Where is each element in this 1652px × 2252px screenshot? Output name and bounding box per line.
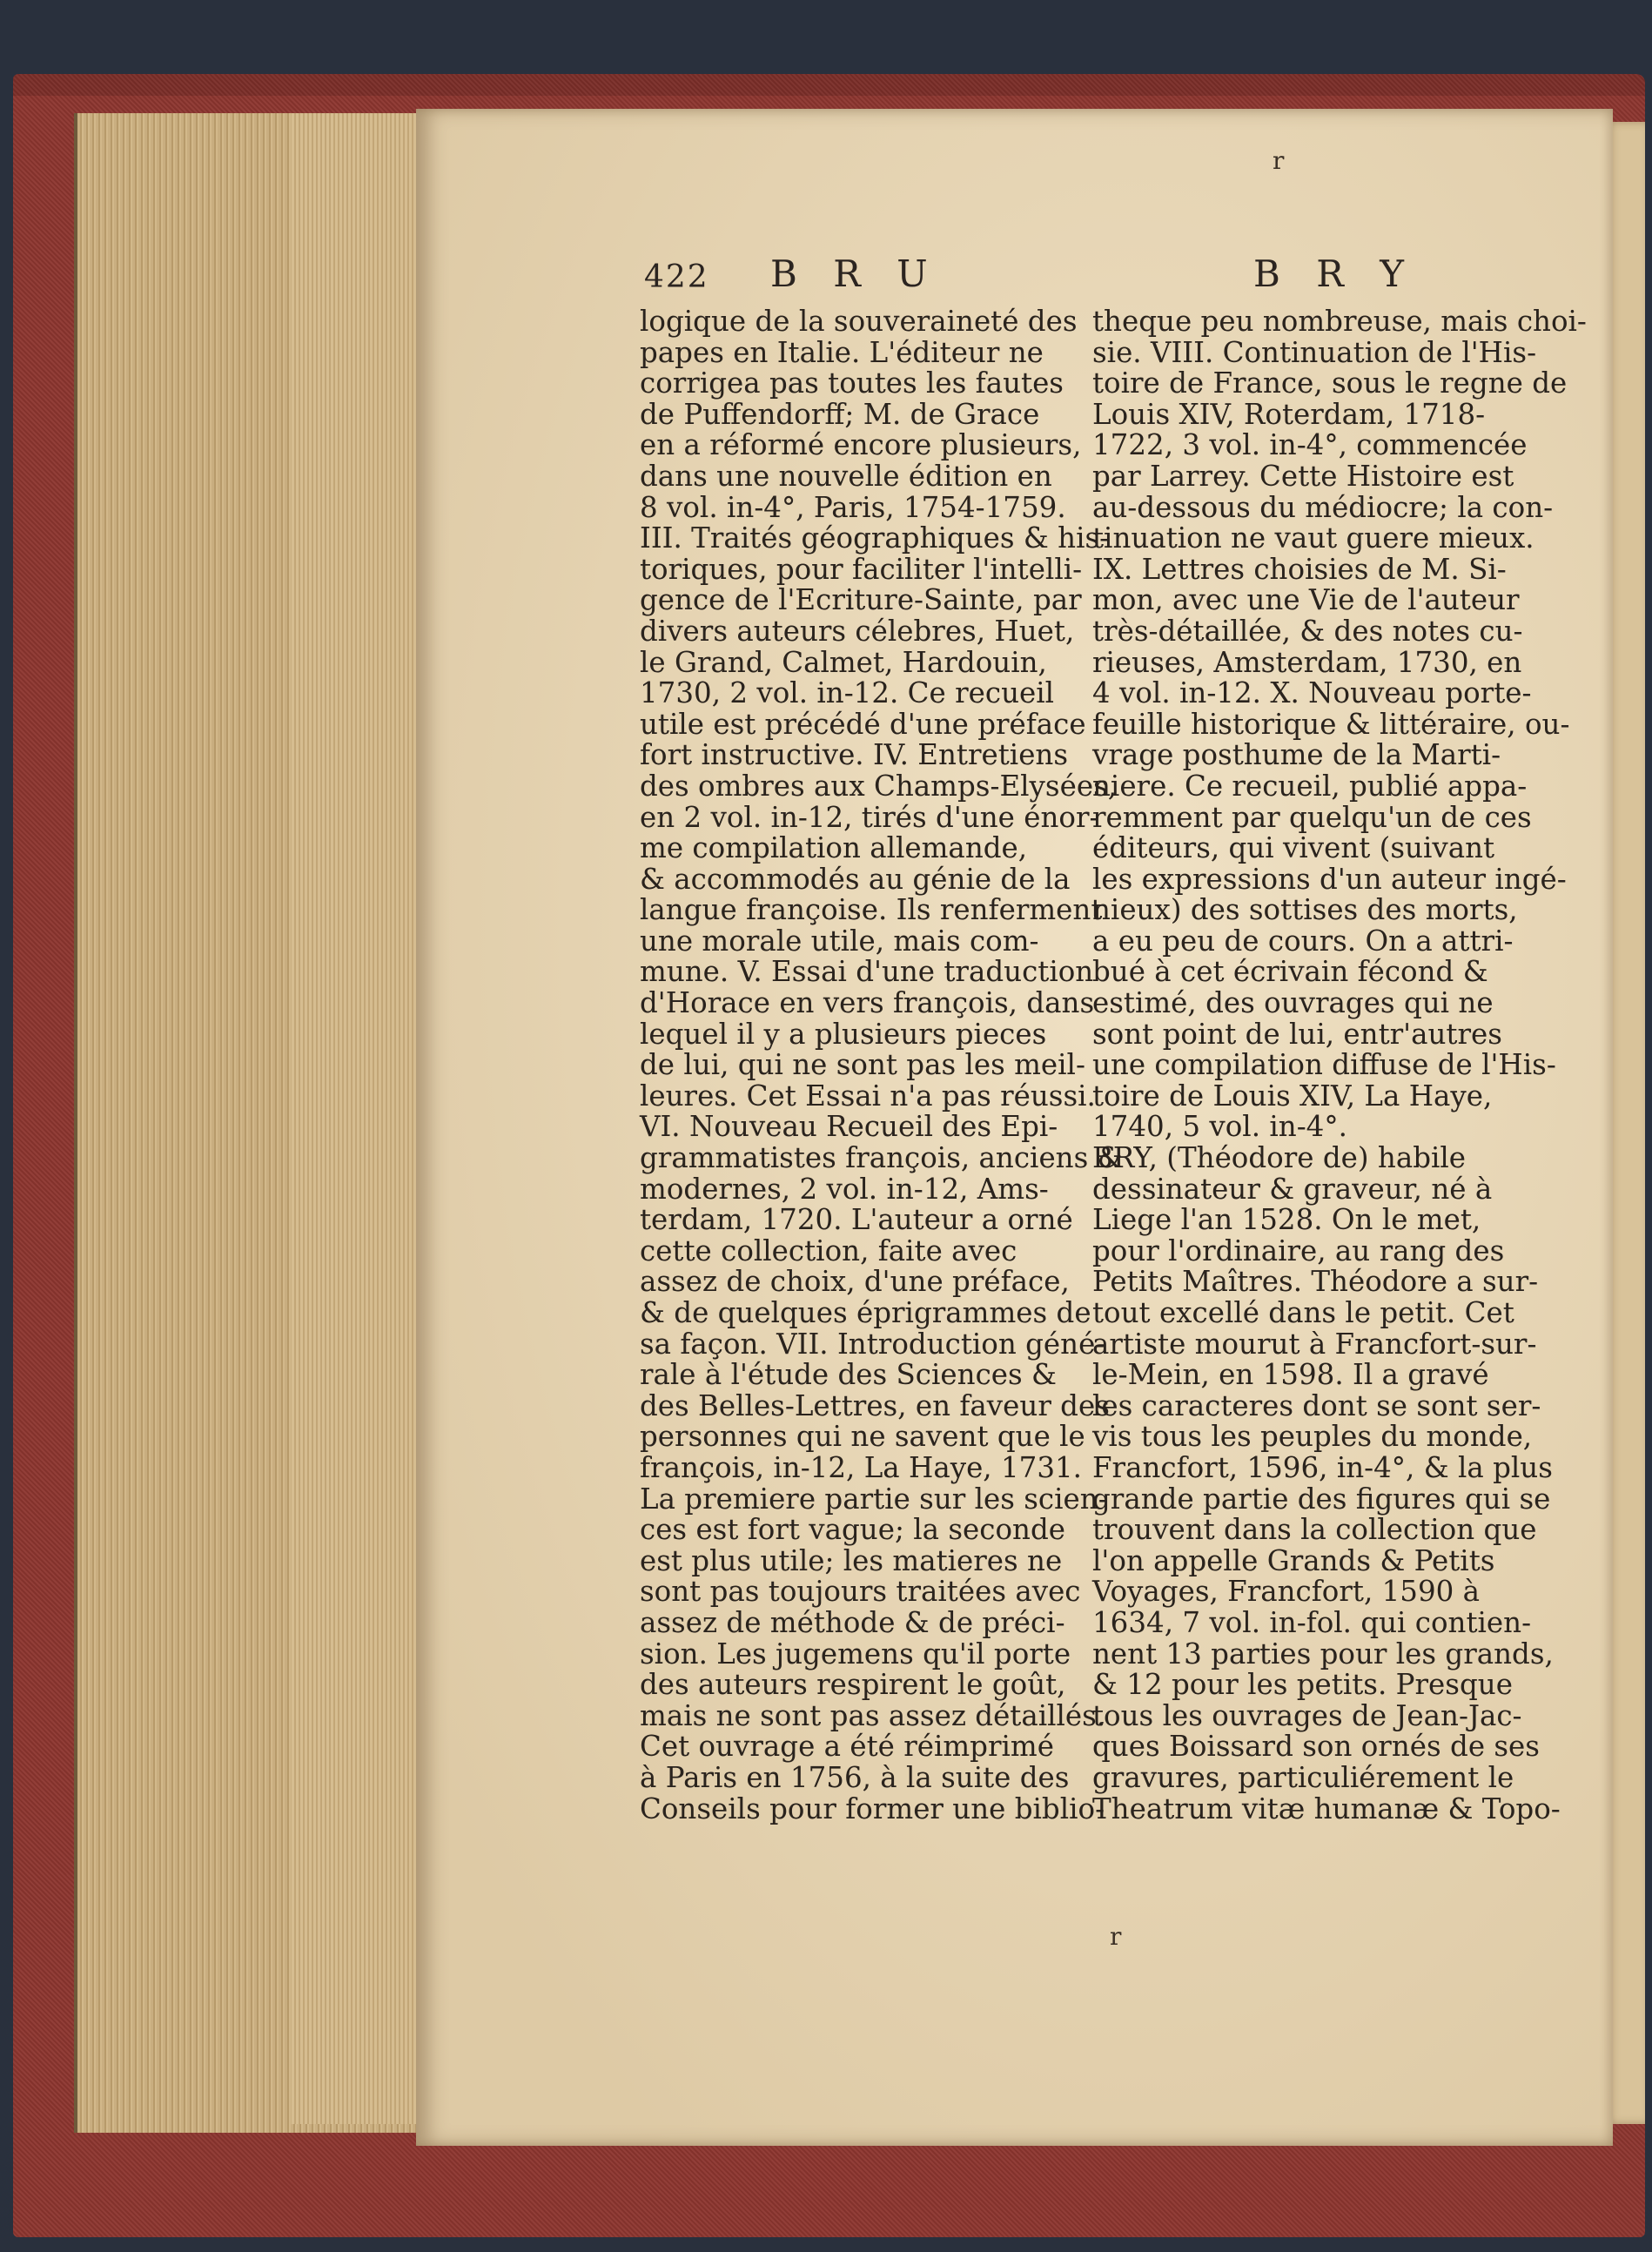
text-line: les caracteres dont se sont ser- [1092,1388,1541,1422]
text-line: dans une nouvelle édition en [640,459,1052,493]
text-line: & de quelques éprigrammes de [640,1296,1091,1329]
text-line: langue françoise. Ils renferment [640,893,1103,927]
text-line: 4 vol. in-12. X. Nouveau porte- [1092,676,1532,710]
text-line: 1634, 7 vol. in-fol. qui contien- [1092,1605,1532,1639]
text-line: françois, in-12, La Haye, 1731. [640,1450,1083,1484]
text-line: des Belles-Lettres, en faveur des [640,1388,1110,1422]
page-edges-inner [292,113,422,2124]
text-line: cette collection, faite avec [640,1234,1017,1267]
text-line: nent 13 parties pour les grands, [1092,1637,1554,1671]
text-line: est plus utile; les matieres ne [640,1543,1063,1577]
text-line: tous les ouvrages de Jean-Jac- [1092,1698,1522,1732]
text-line: assez de choix, d'une préface, [640,1265,1070,1299]
text-line: La premiere partie sur les scien- [640,1482,1108,1516]
text-line: Liege l'an 1528. On le met, [1092,1203,1481,1237]
text-line: remment par quelqu'un de ces [1092,800,1532,834]
text-line: dessinateur & graveur, né à [1092,1172,1493,1206]
text-line: sont pas toujours traitées avec [640,1575,1081,1609]
text-line: ces est fort vague; la seconde [640,1513,1066,1547]
text-line: au-dessous du médiocre; la con- [1092,490,1554,524]
text-line: personnes qui ne savent que le [640,1420,1085,1454]
cover-top-edge [13,74,1645,96]
text-line: les expressions d'un auteur ingé- [1092,862,1567,896]
text-line: le Grand, Calmet, Hardouin, [640,645,1047,679]
text-line: & accommodés au génie de la [640,862,1071,896]
text-line: modernes, 2 vol. in-12, Ams- [640,1172,1049,1206]
text-line: 1722, 3 vol. in-4°, commencée [1092,428,1528,462]
text-line: 1740, 5 vol. in-4°. [1092,1110,1347,1144]
text-line: mune. V. Essai d'une traduction [640,955,1094,989]
running-head-left: B R U [770,252,940,295]
text-line: vrage posthume de la Marti- [1092,738,1501,772]
text-line: fort instructive. IV. Entretiens [640,738,1069,772]
text-line: par Larrey. Cette Histoire est [1092,459,1514,493]
text-line: trouvent dans la collection que [1092,1513,1537,1547]
top-mark: r [1273,146,1285,175]
text-line: sont point de lui, entr'autres [1092,1017,1502,1051]
text-line: Cet ouvrage a été réimprimé [640,1730,1054,1764]
text-line: leures. Cet Essai n'a pas réussi. [640,1079,1096,1113]
text-line: toire de France, sous le regne de [1092,366,1568,400]
text-line: en a réformé encore plusieurs, [640,428,1082,462]
text-line: corrigea pas toutes les fautes [640,366,1064,400]
text-line: Conseils pour former une biblio- [640,1792,1105,1825]
text-line: très-détaillée, & des notes cu- [1092,614,1523,648]
running-head-right: B R Y [1253,252,1416,295]
left-text-column [640,305,1123,1825]
text-line: Francfort, 1596, in-4°, & la plus [1092,1450,1553,1484]
text-line: papes en Italie. L'éditeur ne [640,335,1044,369]
text-line: divers auteurs célebres, Huet, [640,614,1075,648]
text-line: logique de la souveraineté des [640,305,1078,338]
text-line: une compilation diffuse de l'His- [1092,1048,1556,1082]
text-line: Theatrum vitæ humanæ & Topo- [1092,1792,1561,1825]
text-line: artiste mourut à Francfort-sur- [1092,1327,1537,1361]
text-line: mon, avec une Vie de l'auteur [1092,583,1520,617]
text-line: sion. Les jugemens qu'il porte [640,1637,1071,1671]
text-line: des ombres aux Champs-Elysées, [640,769,1118,803]
text-line: nieux) des sottises des morts, [1092,893,1518,927]
text-line: VI. Nouveau Recueil des Epi- [640,1110,1058,1144]
text-line: niere. Ce recueil, publié appa- [1092,769,1528,803]
text-line: éditeurs, qui vivent (suivant [1092,831,1495,865]
text-line: de Puffendorff; M. de Grace [640,397,1040,431]
text-line: gence de l'Ecriture-Sainte, par [640,583,1082,617]
text-line: a eu peu de cours. On a attri- [1092,924,1514,958]
text-line: toire de Louis XIV, La Haye, [1092,1079,1493,1113]
text-line: bué à cet écrivain fécond & [1092,955,1488,989]
text-line: à Paris en 1756, à la suite des [640,1760,1070,1794]
text-line: assez de méthode & de préci- [640,1605,1065,1639]
text-line: utile est précédé d'une préface [640,707,1086,741]
text-line: le-Mein, en 1598. Il a gravé [1092,1358,1489,1392]
text-line: theque peu nombreuse, mais choi- [1092,305,1587,338]
text-line: des auteurs respirent le goût, [640,1668,1066,1702]
text-line: l'on appelle Grands & Petits [1092,1543,1495,1577]
text-line: & 12 pour les petits. Presque [1092,1668,1513,1702]
text-line: grande partie des figures qui se [1092,1482,1551,1516]
text-line: toriques, pour faciliter l'intelli- [640,552,1083,586]
text-line: me compilation allemande, [640,831,1028,865]
text-line: sie. VIII. Continuation de l'His- [1092,335,1537,369]
text-line: Petits Maîtres. Théodore a sur- [1092,1265,1539,1299]
text-line: IX. Lettres choisies de M. Si- [1092,552,1507,586]
text-line: tout excellé dans le petit. Cet [1092,1296,1514,1329]
text-line: estimé, des ouvrages qui ne [1092,986,1494,1020]
text-line: lequel il y a plusieurs pieces [640,1017,1047,1051]
text-line: d'Horace en vers françois, dans [640,986,1095,1020]
text-line: terdam, 1720. L'auteur a orné [640,1203,1073,1237]
text-line: rieuses, Amsterdam, 1730, en [1092,645,1522,679]
text-line: grammatistes françois, anciens & [640,1141,1123,1175]
right-text-column [1092,305,1587,1825]
text-line: rale à l'étude des Sciences & [640,1358,1057,1392]
text-line: de lui, qui ne sont pas les meil- [640,1048,1085,1082]
text-line: mais ne sont pas assez détaillés. [640,1698,1106,1732]
text-line: Voyages, Francfort, 1590 à [1092,1575,1481,1609]
text-line: gravures, particuliérement le [1092,1760,1514,1794]
text-line: feuille historique & littéraire, ou- [1092,707,1570,741]
text-line: sa façon. VII. Introduction géné- [640,1327,1105,1361]
page-number: 422 [644,259,709,295]
text-line: pour l'ordinaire, au rang des [1092,1234,1505,1267]
text-line: 8 vol. in-4°, Paris, 1754-1759. [640,490,1066,524]
text-line: Louis XIV, Roterdam, 1718- [1092,397,1486,431]
text-line: vis tous les peuples du monde, [1092,1420,1533,1454]
text-line: tinuation ne vaut guere mieux. [1092,521,1534,555]
bottom-mark: r [1110,1922,1122,1951]
text-line: BRY, (Théodore de) habile [1092,1141,1467,1175]
text-line: ques Boissard son ornés de ses [1092,1730,1540,1764]
text-line: en 2 vol. in-12, tirés d'une énor- [640,800,1099,834]
text-line: une morale utile, mais com- [640,924,1039,958]
text-line: III. Traités géographiques & his- [640,521,1110,555]
text-line: 1730, 2 vol. in-12. Ce recueil [640,676,1055,710]
